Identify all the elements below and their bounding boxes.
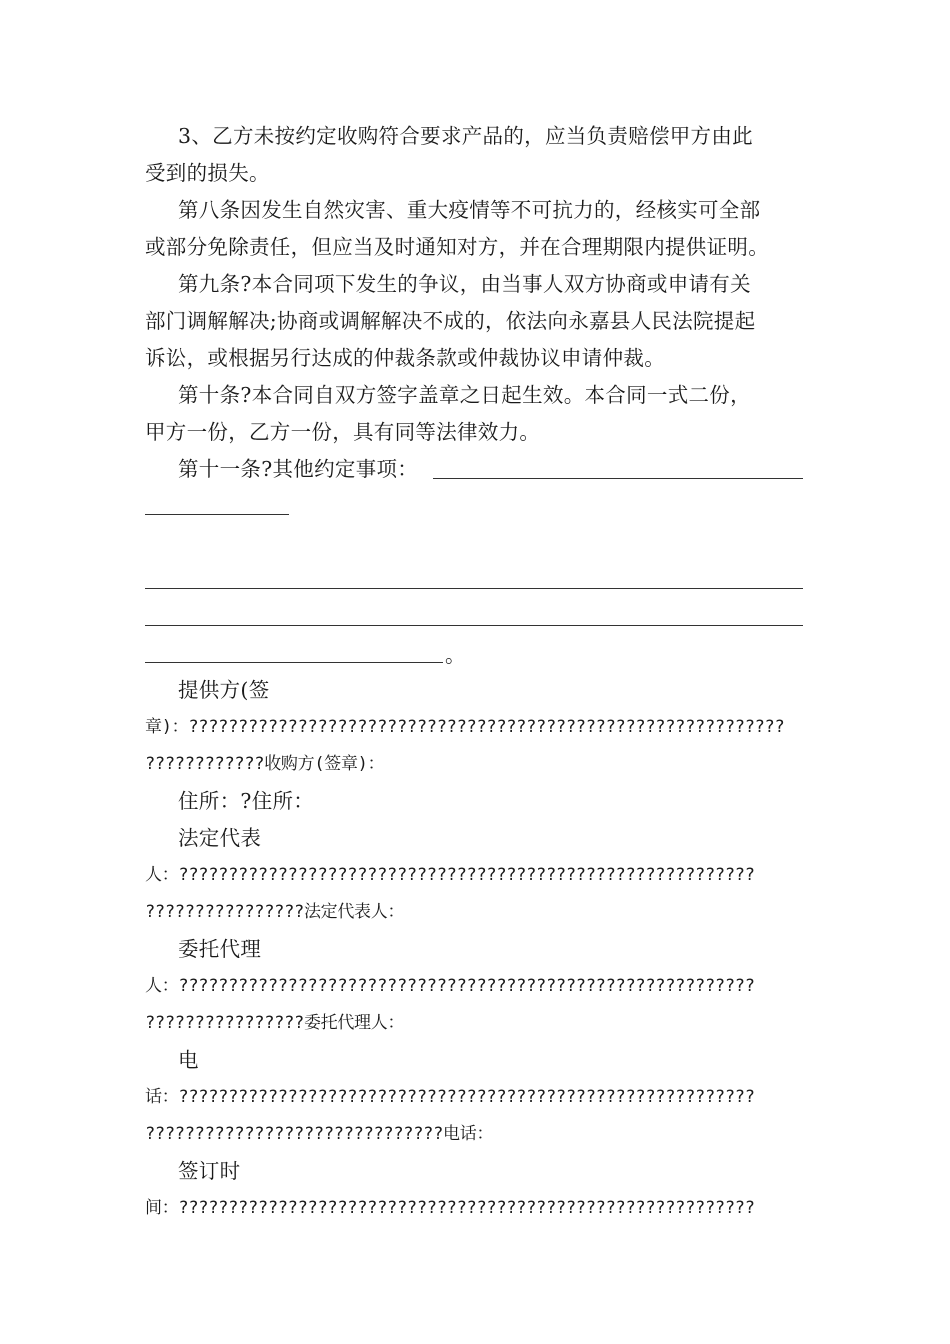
clause-3-line-2: 受到的损失。 [145, 161, 270, 185]
clause-3-line-1: 3、乙方未按约定收购符合要求产品的，应当负责赔偿甲方由此 [178, 124, 753, 148]
phone-line-1: 话：?????????????????????????????????????????????????????????? [145, 1087, 755, 1107]
blank-line-3 [145, 588, 803, 589]
agent-line-1: 人：?????????????????????????????????????????????????????????? [145, 976, 755, 996]
blank-line-2 [145, 514, 289, 515]
provider-signature-line: 章)：???????????????????????????????????????????????????????????? [145, 717, 785, 737]
blank-line-5 [145, 662, 443, 663]
phone-line-2: ??????????????????????????????电话： [145, 1124, 494, 1144]
article-8-line-2: 或部分免除责任，但应当及时通知对方，并在合理期限内提供证明。 [145, 235, 769, 259]
article-10-line-2: 甲方一份，乙方一份，具有同等法律效力。 [145, 420, 541, 444]
sign-date-line: 间：?????????????????????????????????????????????????????????? [145, 1198, 755, 1218]
blank-line-1 [433, 478, 803, 479]
sign-date-label: 签订时 [178, 1159, 241, 1183]
article-9-line-2: 部门调解解决;协商或调解解决不成的，依法向永嘉县人民法院提起 [145, 309, 756, 333]
article-9-line-1: 第九条?本合同项下发生的争议，由当事人双方协商或申请有关 [178, 272, 751, 296]
buyer-signature-line: ????????????收购方(签章)： [145, 754, 385, 774]
article-11-line-1: 第十一条?其他约定事项： [178, 457, 419, 481]
article-8-line-1: 第八条因发生自然灾害、重大疫情等不可抗力的，经核实可全部 [178, 198, 761, 222]
agent-line-2: ????????????????委托代理人： [145, 1013, 405, 1033]
phone-label: 电 [178, 1048, 199, 1072]
end-period: 。 [445, 643, 466, 667]
legal-rep-label: 法定代表 [178, 826, 262, 850]
legal-rep-line-1: 人：?????????????????????????????????????????????????????????? [145, 865, 755, 885]
article-9-line-3: 诉讼，或根据另行达成的仲裁条款或仲裁协议申请仲裁。 [145, 346, 665, 370]
article-10-line-1: 第十条?本合同自双方签字盖章之日起生效。本合同一式二份， [178, 383, 751, 407]
provider-signature-label: 提供方(签 [178, 678, 270, 702]
legal-rep-line-2: ????????????????法定代表人： [145, 902, 405, 922]
address-line: 住所：?住所： [178, 789, 315, 813]
agent-label: 委托代理 [178, 937, 262, 961]
blank-line-4 [145, 625, 803, 626]
